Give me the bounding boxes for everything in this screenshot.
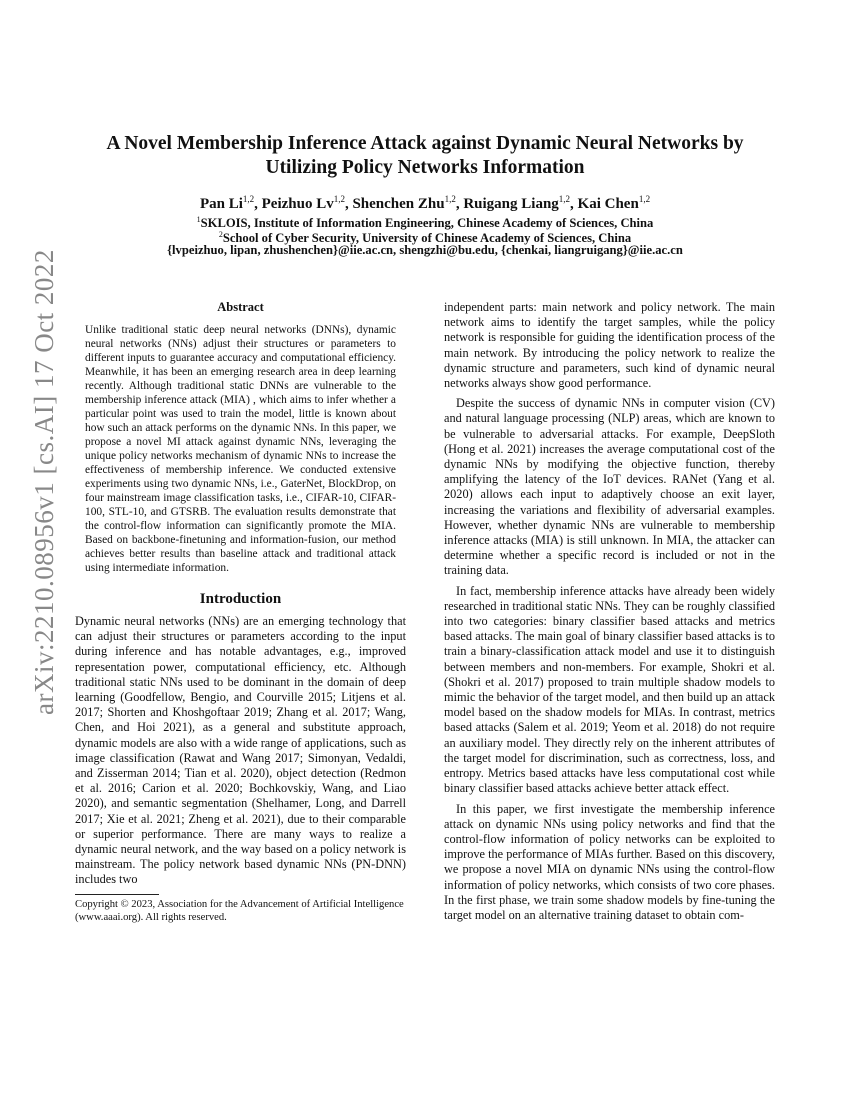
right-column [444,300,775,923]
paper-title: A Novel Membership Inference Attack against Dynamic Neural Networks by Utilizing Policy Networks Information [106,133,744,178]
body-paragraph: independent parts: main network and policy network. The main network aims to identify the target samples, while the policy network is responsible for guiding the identification process of the main network. By introducing the policy network to realize the dynamic structure and parameters, such kind of dynamic neural networks always show good performance. [444,300,775,391]
affiliation-text: School of Cyber Security, University of Chinese Academy of Sciences, China [222,231,632,246]
author-list: Pan Li$^{1,2}$, Peizhuo Lv$^{1,2}$, Shenchen Zhu$^{1,2}$, Ruigang Liang$^{1,2}$, Kai Chen$^{1,2}$ [199,194,651,212]
copyright-footnote: Copyright © 2023, Association for the Advancement of Artificial Intelligence (www.aaai.org). All rights reserved. [75,898,404,923]
author-name: Kai Chen [577,196,639,212]
body-paragraph: Despite the success of dynamic NNs in computer vision (CV) and natural language processing (NLP) areas, which are known to be vulnerable to adversarial attacks. For example, DeepSloth (Hong et al. 2021) increases the average computational cost of the dynamic NNs by modifying the objective function, thereby amplifying the latency of the IoT devices. RANet (Yang et al. 2020) allows each input to adaptively choose an exit layer, increasing the variations and flexibility of adversarial examples. However, whether dynamic NNs are vulnerable to membership inference attacks (MIA) is still unknown. In MIA, the attacker can determine whether a specific record is included or not in the training data. [444,396,775,578]
author-affiliation-mark: 1,2 [444,194,456,204]
affiliation-text: SKLOIS, Institute of Information Engineering, Chinese Academy of Sciences, China [200,216,654,231]
abstract-heading: Abstract [217,300,264,314]
affiliation-number: 1 [196,215,201,224]
author-affiliation-mark: 1,2 [242,194,255,204]
author-affiliation-mark: 1,2 [333,194,345,204]
arxiv-stamp [22,249,66,715]
footnote-rule [75,894,159,895]
body-paragraph: In this paper, we first investigate the membership inference attack on dynamic NNs using policy networks and find that the control-flow information of policy networks can be exploited to improve the performance of MIAs further. Based on this discovery, we propose a novel MIA on dynamic NNs using the control-flow information of policy networks, which consists of two core phases. In the first phase, we train some shadow models by fine-tuning the target model on an alternative training dataset to obtain com- [444,801,775,922]
introduction-heading: Introduction [199,591,282,607]
intro-paragraph: Dynamic neural networks (NNs) are an emerging technology that can adjust their structures or parameters according to the input during inference and has notable advantages, e.g., improved representation power, computational efficiency, etc. Although traditional static NNs used to be dominant in the domain of deep learning (Goodfellow, Bengio, and Courville 2015; Litjens et al. 2017; Shorten and Khoshgoftaar 2019; Zhang et al. 2017; Wang, Chen, and Hoi 2021), as a general and substitute approach, dynamic models are also with a wide range of applications, such as image classification (Rawat and Wang 2017; Simonyan, Vedaldi, and Zisserman 2014; Tian et al. 2020), object detection (Redmon et al. 2016; Carion et al. 2020; Bochkovskiy, Wang, and Liao 2020), and semantic segmentation (Shelhamer, Long, and Darrell 2017; Xie et al. 2021; Zheng et al. 2021), due to their comparable or superior performance. There are many ways to realize a dynamic neural network, and the way based on a policy network is mainstream. The policy network based dynamic NNs (PN-DNN) includes two [75,614,406,887]
author-name: Peizhuo Lv [261,196,334,212]
left-column [75,300,406,924]
author-affiliation-mark: 1,2 [558,194,571,204]
author-emails: {lvpeizhuo, lipan, zhushenchen}@iie.ac.cn, shengzhi@bu.edu, {chenkai, liangruigang}@iie.ac.cn [167,243,683,257]
arxiv-stamp-text: arXiv:2210.08956v1 [cs.AI] 17 Oct 2022 [29,249,59,715]
affiliation-number: 2 [218,230,223,239]
author-name: Pan Li [199,196,243,212]
author-name: Shenchen Zhu [352,196,445,212]
body-paragraph: In fact, membership inference attacks have already been widely researched in traditional static NNs. They can be roughly classified into two categories: binary classifier based attacks and metrics based attacks. The main goal of binary classifier based attacks is to train a binary-classification attack model and use it to distinguish between members and non-members. For example, Shokri et al. (Shokri et al. 2017) proposed to train multiple shadow models to mimic the behavior of the target model, and then build up an attack model based on the shadow models for MIAs. In contrast, metrics based attacks (Salem et al. 2019; Yeom et al. 2018) do not require an auxiliary model. They directly rely on the inherent attributes of the target model for discrimination, such as correctness, loss, and entropy. Metrics based attacks have less computational cost while binary classifier based attacks achieve better attack effect. [444,583,775,796]
abstract-text: Unlike traditional static deep neural networks (DNNs), dynamic neural networks (NNs) adjust their structures or parameters to different inputs to guarantee accuracy and computational efficiency. Meanwhile, it has been an emerging research area in deep learning recently. Although traditional static DNNs are vulnerable to the membership inference attack (MIA) , which aims to infer whether a particular point was used to train the model, little is known about how such an attack performs on the dynamic NNs. In this paper, we propose a novel MI attack against dynamic NNs, leveraging the unique policy networks mechanism of dynamic NNs to increase the effectiveness of membership inference. We conducted extensive experiments using two dynamic NNs, i.e., GaterNet, BlockDrop, on four mainstream image classification tasks, i.e., CIFAR-10, CIFAR-100, STL-10, and GTSRB. The evaluation results demonstrate that the control-flow information can significantly promote the MIA. Based on backbone-finetuning and information-fusion, our method achieves better results than baseline attack and traditional attack using intermediate information. [85,324,396,574]
author-name: Ruigang Liang [463,196,559,212]
author-affiliation-mark: 1,2 [638,194,651,204]
